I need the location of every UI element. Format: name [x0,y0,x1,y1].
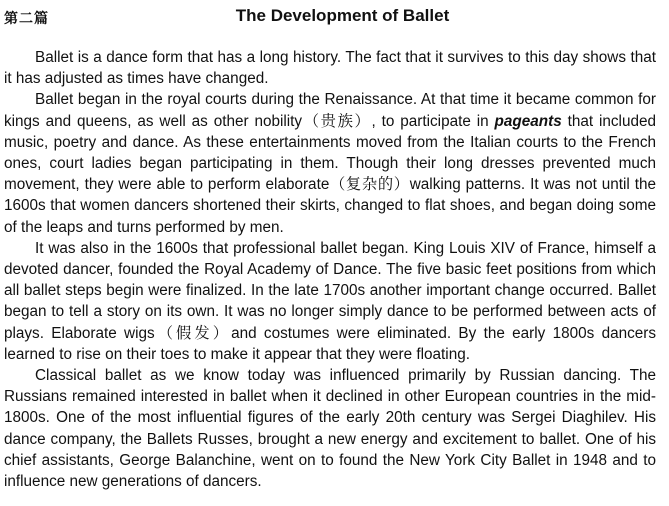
paragraph-2-part-2: that included music, poetry and dance. As these entertainments moved from the Italian courts to the French ones, court ladies began participating in them. Though their long dresses prevented much movement, they were able to perform elaborate（复杂的）walking patterns. It was not until the 1600s that women dancers shortened their skirts, changed to flat shoes, and began doing some of the leaps and turns performed by men. [4,112,656,236]
paragraph-4: Classical ballet as we know today was influenced primarily by Russian dancing. The Russians remained interested in ballet when it declined in other European countries in the mid-1800s. One of the most influential figures of the early 20th century was Sergei Diaghilev. His dance company, the Ballets Russes, brought a new energy and excitement to ballet. One of his chief assistants, George Balanchine, went on to found the New York City Ballet in 1948 and to influence new generations of dancers. [4,367,656,491]
paragraph-2 [4,89,656,237]
document-header [0,6,669,30]
page-title: The Development of Ballet [235,6,450,25]
article-body [4,47,656,492]
emphasized-word: pageants [494,112,562,130]
paragraph-1: Ballet is a dance form that has a long history. The fact that it survives to this day shows that it has adjusted as times have changed. [4,49,656,88]
section-label: 第二篇 [4,11,49,27]
paragraph-2-part-1: Ballet began in the royal courts during the Renaissance. At that time it became common for kings and queens, as well as other nobility（贵族）, to participate in [4,91,656,130]
paragraph-3: It was also in the 1600s that professional ballet began. King Louis XIV of France, himself a devoted dancer, founded the Royal Academy of Dance. The five basic feet positions from which all ballet steps begin were finalized. In the late 1700s another important change occurred. Ballet began to tell a story on its own. It was no longer simply dance to be performed between acts of plays. Elaborate wigs（假发）and costumes were eliminated. By the early 1800s dancers learned to rise on their toes to make it appear that they were floating. [4,239,656,363]
